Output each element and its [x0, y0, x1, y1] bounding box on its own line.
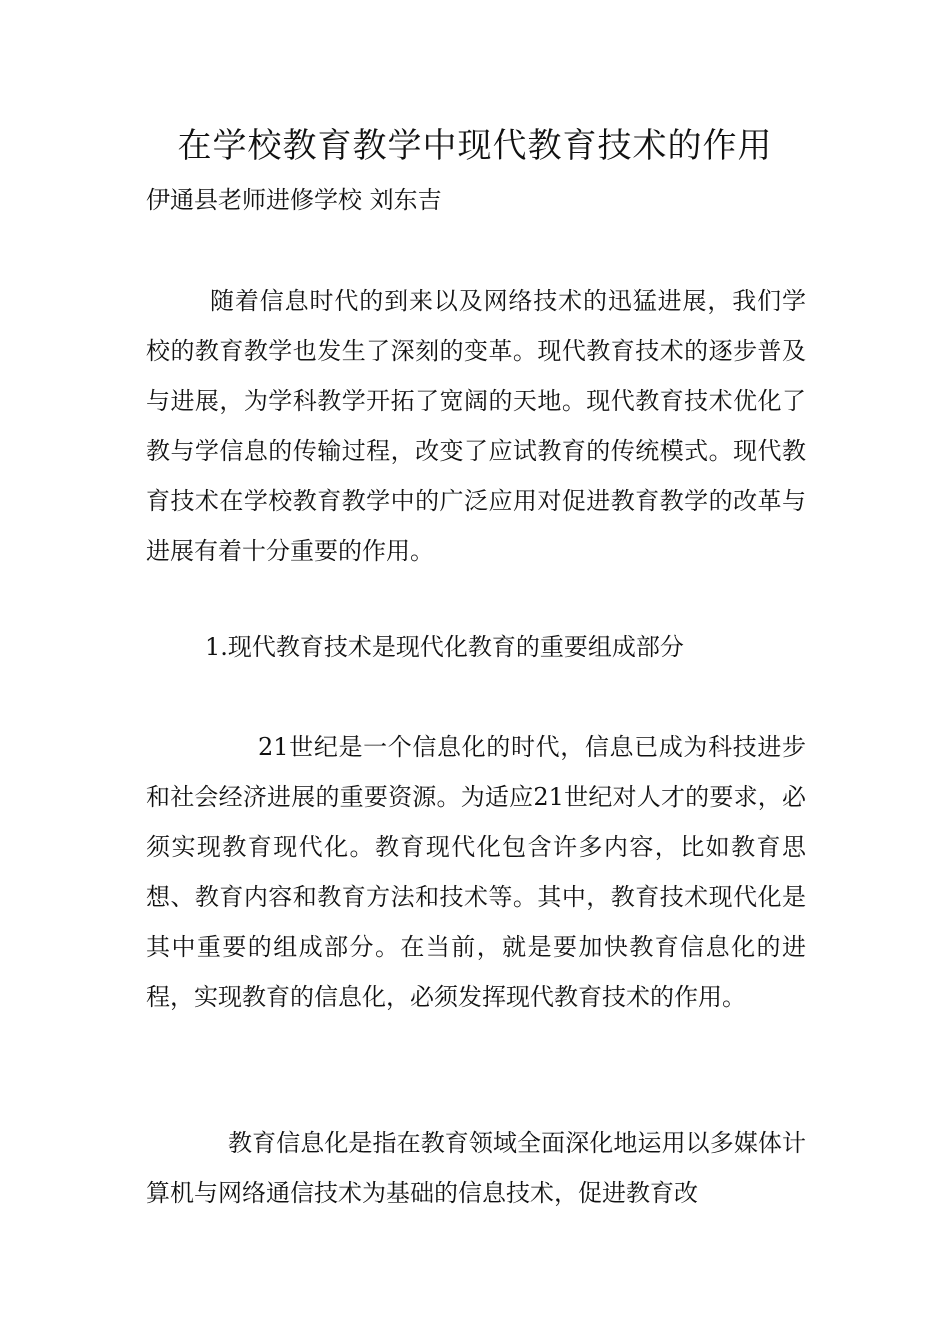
document-title: 在学校教育教学中现代教育技术的作用	[177, 126, 773, 166]
paragraph-section-1-continued: 教育信息化是指在教育领域全面深化地运用以多媒体计算机与网络通信技术为基础的信息技术，促进教育改	[146, 1129, 806, 1207]
paragraph-section-1: 21世纪是一个信息化的时代，信息已成为科技进步和社会经济进展的重要资源。为适应21世纪对人才的要求，必须实现教育现代化。教育现代化包含许多内容，比如教育思想、教育内容和教育方法和技术等。其中，教育技术现代化是其中重要的组成部分。在当前，就是要加快教育信息化的进程，实现教育的信息化，必须发挥现代教育技术的作用。	[146, 733, 806, 1011]
section-heading-1: 1.现代教育技术是现代化教育的重要组成部分	[205, 633, 684, 661]
document-author: 伊通县老师进修学校 刘东吉	[146, 186, 442, 214]
paragraph-intro: 随着信息时代的到来以及网络技术的迅猛进展，我们学校的教育教学也发生了深刻的变革。现代教育技术的逐步普及与进展，为学科教学开拓了宽阔的天地。现代教育技术优化了教与学信息的传输过程，改变了应试教育的传统模式。现代教育技术在学校教育教学中的广泛应用对促进教育教学的改革与进展有着十分重要的作用。	[146, 287, 806, 565]
